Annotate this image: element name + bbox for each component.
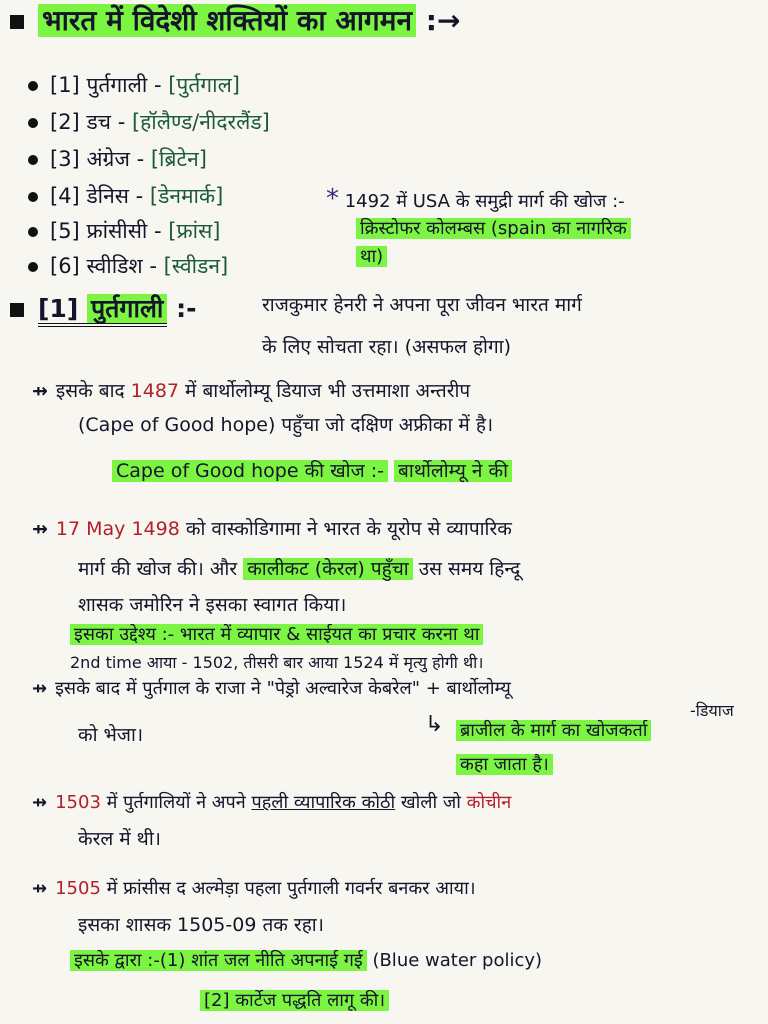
list-item-country: [हॉलैण्ड/नीदरलैंड] (131, 110, 270, 134)
section-number: [1] (38, 294, 79, 323)
text: (Blue water policy) (366, 950, 543, 971)
section-title: पुर्तगाली (87, 294, 167, 323)
title-arrow: :→ (425, 4, 461, 37)
list-item-separator: - (111, 110, 132, 134)
paragraph-line (200, 988, 389, 1014)
text: केरल में थी। (78, 828, 161, 850)
star-icon: * (326, 184, 339, 214)
text: में फ्रांसीस द अल्मेड़ा पहला पुर्तगाली गवर्नर बनकर आया। (100, 878, 476, 899)
text: इसका शासक 1505-09 तक रहा। (78, 914, 324, 936)
text: शासक जमोरिन ने इसका स्वागत किया। (78, 594, 347, 616)
list-item-country: [डेनमार्क] (149, 184, 224, 208)
list-item-number: [5] (50, 219, 80, 243)
highlight-text: कहा जाता है। (456, 754, 553, 775)
list-item-country: [स्वीडन] (163, 254, 229, 278)
highlight-text: [2] कार्टेज पद्धति लागू की। (200, 990, 389, 1011)
paragraph-line (78, 912, 324, 938)
paragraph-line (70, 650, 483, 676)
list-item-country: [ब्रिटेन] (150, 147, 207, 171)
hook-arrow-icon (425, 712, 443, 738)
text: (Cape of Good hope) पहुँचा जो दक्षिण अफ्रीका में है। (78, 414, 494, 436)
list-item (28, 218, 221, 244)
side-note-line (356, 216, 631, 242)
paragraph-line (112, 458, 512, 484)
paragraph-line (32, 378, 470, 404)
list-item-country: [पुर्तगाल] (168, 73, 241, 97)
square-bullet-icon (10, 303, 24, 317)
list-item (28, 146, 207, 172)
bullet-icon (28, 192, 38, 202)
list-item-number: [4] (50, 184, 80, 208)
text: में पुर्तगालियों ने अपने (100, 792, 252, 813)
text: को वास्कोडिगामा ने भारत के यूरोप से व्यापारिक (179, 518, 512, 540)
bullet-icon (28, 262, 38, 272)
section-title-group (38, 294, 167, 327)
list-item-name: डेनिस (86, 184, 129, 208)
list-item-number: [6] (50, 254, 80, 278)
list-item (28, 183, 223, 209)
list-item-name: स्वीडिश (86, 254, 143, 278)
highlight-text: इसके द्वारा :-(1) शांत जल नीति अपनाई गई (70, 950, 367, 971)
hook-arrow: ↳ (425, 712, 444, 737)
paragraph-line (78, 412, 493, 438)
highlight-text: Cape of Good hope की खोज :- (112, 460, 388, 482)
page-title: भारत में विदेशी शक्तियों का आगमन (38, 4, 416, 37)
paragraph-line (32, 790, 511, 816)
quoted-name: "पेड्रो अल्वारेज केबरेल" (266, 678, 421, 699)
paragraph-line (32, 676, 511, 702)
list-item-separator: - (147, 219, 169, 243)
section-heading (10, 296, 197, 322)
paragraph-line (78, 592, 346, 618)
highlight-text: इसका उद्देश्य :- भारत में व्यापार & साईयत का प्रचार करना था (70, 624, 483, 645)
paragraph-line (456, 718, 651, 744)
section-text: राजकुमार हेनरी ने अपना पूरा जीवन भारत मार्ग (262, 294, 582, 316)
paragraph-line (690, 698, 734, 724)
list-item-number: [2] (50, 110, 80, 134)
paragraph-line (70, 948, 542, 974)
list-item-number: [1] (50, 73, 80, 97)
arrow-bullet-icon: ⇸ (32, 878, 48, 899)
bullet-icon (28, 81, 38, 91)
paragraph-line (78, 556, 520, 582)
text: में बार्थोलोम्यू डियाज भी उत्तमाशा अन्तरीप (179, 380, 471, 402)
text: -डियाज (690, 701, 734, 720)
list-item (28, 72, 240, 98)
list-item-name: अंग्रेज (86, 147, 130, 171)
list-item (28, 109, 270, 135)
side-note-line (326, 186, 625, 215)
arrow-bullet-icon: ⇸ (32, 518, 48, 540)
text: इसके बाद में पुर्तगाल के राजा ने (55, 678, 267, 699)
bullet-icon (28, 118, 38, 128)
highlight-text: कालीकट (केरल) पहुँचा (243, 558, 413, 580)
list-item (28, 253, 228, 279)
highlight-text: बार्थोलोम्यू ने की (394, 460, 512, 482)
bullet-icon (28, 155, 38, 165)
paragraph-line (78, 722, 143, 748)
text: + बार्थोलोम्यू (420, 678, 511, 699)
text: इसके बाद (55, 380, 131, 402)
arrow-bullet-icon: ⇸ (32, 380, 48, 402)
paragraph-line (32, 516, 512, 542)
text: उस समय हिन्दू (412, 558, 521, 580)
text: 2nd time आया - 1502, तीसरी बार आया 1524 में मृत्यु होगी थी। (70, 653, 484, 672)
list-item-separator: - (142, 254, 164, 278)
bullet-icon (28, 227, 38, 237)
paragraph-line (456, 752, 553, 778)
side-note-highlight: क्रिस्टोफर कोलम्बस (spain का नागरिक (356, 218, 631, 239)
side-note-highlight: था) (356, 246, 387, 267)
paragraph-line (32, 876, 476, 902)
year: 1505 (55, 878, 101, 899)
square-bullet-icon (10, 15, 24, 29)
arrow-bullet-icon: ⇸ (32, 678, 48, 699)
list-item-country: [फ्रांस] (168, 219, 221, 243)
list-item-name: फ्रांसीसी (86, 219, 148, 243)
year: 1487 (130, 380, 179, 402)
paragraph-line (70, 622, 483, 648)
list-item-name: डच (86, 110, 112, 134)
date: 17 May 1498 (55, 518, 180, 540)
list-item-separator: - (147, 73, 169, 97)
arrow-bullet-icon: ⇸ (32, 792, 48, 813)
paragraph-line (78, 826, 161, 852)
text: को भेजा। (78, 724, 144, 746)
page-heading (10, 4, 461, 37)
text: मार्ग की खोज की। और (78, 558, 244, 580)
text: खोली जो (395, 792, 467, 813)
side-note-text: 1492 में USA के समुद्री मार्ग की खोज :- (344, 191, 625, 212)
underlined-text: पहली व्यापारिक कोठी (251, 792, 396, 813)
section-text: के लिए सोचता रहा। (असफल होगा) (262, 336, 512, 358)
list-item-number: [3] (50, 147, 80, 171)
year: 1503 (55, 792, 101, 813)
list-item-name: पुर्तगाली (86, 73, 148, 97)
place-name: कोचीन (466, 792, 512, 813)
highlight-text: ब्राजील के मार्ग का खोजकर्ता (456, 720, 651, 741)
section-colon: :- (176, 294, 197, 323)
side-note-line (356, 244, 387, 270)
section-text-line (262, 334, 511, 360)
section-text-line (262, 292, 582, 318)
list-item-separator: - (128, 184, 150, 208)
list-item-separator: - (129, 147, 151, 171)
